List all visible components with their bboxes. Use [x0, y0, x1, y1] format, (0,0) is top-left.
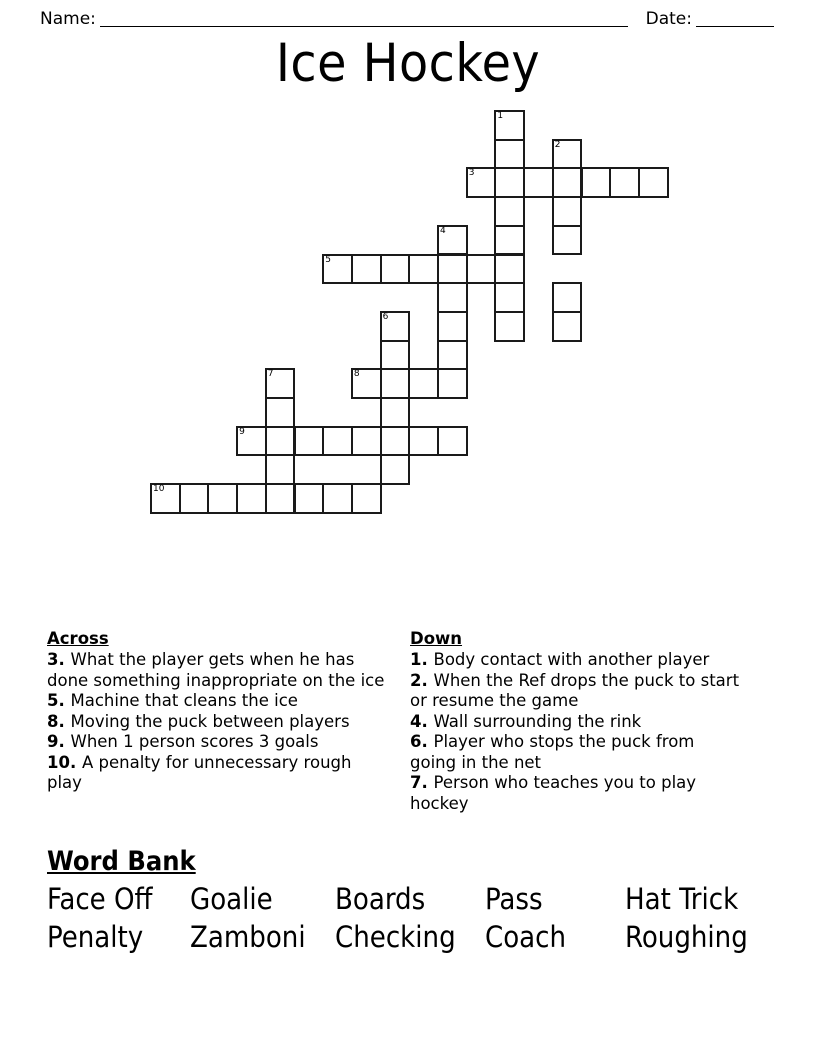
down-clue-text: Wall surrounding the rink	[433, 711, 642, 731]
crossword-cell-number: 9	[239, 426, 245, 437]
crossword-cell[interactable]	[351, 368, 382, 399]
word-bank-word: Coach	[485, 920, 567, 954]
down-clue-item	[410, 732, 740, 773]
crossword-cell[interactable]	[380, 454, 411, 485]
across-clue-number: 10.	[47, 752, 82, 772]
crossword-cell[interactable]	[437, 225, 468, 256]
crossword-cell[interactable]	[265, 368, 296, 399]
name-label: Name:	[40, 9, 96, 29]
across-clue-item	[47, 650, 387, 691]
crossword-cell[interactable]	[609, 167, 640, 198]
crossword-cell[interactable]	[294, 426, 325, 457]
page-title: Ice Hockey	[275, 33, 541, 94]
crossword-cell[interactable]	[523, 167, 554, 198]
crossword-cell[interactable]	[494, 167, 525, 198]
crossword-cell[interactable]	[380, 311, 411, 342]
across-clue-text: When 1 person scores 3 goals	[70, 732, 319, 751]
crossword-cell[interactable]	[265, 397, 296, 428]
down-clues-column	[410, 628, 740, 814]
crossword-cell[interactable]	[351, 426, 382, 457]
across-clue-item	[47, 753, 387, 794]
crossword-cell[interactable]	[380, 368, 411, 399]
date-input-line[interactable]	[696, 12, 774, 27]
crossword-cell[interactable]	[380, 397, 411, 428]
crossword-cell[interactable]	[236, 426, 267, 457]
across-clue-text: Machine that cleans the ice	[70, 691, 298, 710]
down-clue-item	[410, 671, 740, 712]
down-clue-item	[410, 773, 740, 814]
crossword-cell[interactable]	[437, 254, 468, 285]
clues-section	[0, 628, 816, 833]
word-bank-word: Boards	[335, 882, 426, 916]
crossword-cell[interactable]	[494, 110, 525, 141]
word-bank-word: Goalie	[190, 882, 273, 916]
crossword-cell-number: 8	[353, 369, 360, 380]
across-clue-item	[47, 712, 387, 733]
crossword-cell-number: 10	[153, 484, 165, 495]
down-clue-item	[410, 712, 740, 733]
word-bank-word: Penalty	[47, 920, 144, 954]
crossword-cell[interactable]	[466, 167, 497, 198]
down-clue-text: Person who teaches you to play hockey	[410, 773, 697, 813]
down-clue-list	[410, 650, 740, 814]
down-clue-number: 1.	[410, 650, 434, 669]
crossword-cell[interactable]	[552, 225, 583, 256]
crossword-grid[interactable]	[150, 110, 670, 515]
name-input-line[interactable]	[100, 12, 628, 27]
crossword-cell[interactable]	[207, 483, 238, 514]
across-clue-number: 8.	[47, 711, 71, 731]
crossword-cell[interactable]	[322, 483, 353, 514]
down-clue-item	[410, 650, 740, 671]
crossword-cell[interactable]	[265, 483, 296, 514]
crossword-cell[interactable]	[294, 483, 325, 514]
down-clue-number: 2.	[410, 670, 434, 690]
crossword-cell[interactable]	[437, 282, 468, 313]
crossword-cell-number: 6	[382, 311, 389, 322]
crossword-cell[interactable]	[380, 254, 411, 285]
crossword-cell[interactable]	[552, 139, 583, 170]
crossword-cell[interactable]	[552, 167, 583, 198]
crossword-cell[interactable]	[351, 483, 382, 514]
across-clue-number: 9.	[47, 732, 71, 751]
crossword-cell[interactable]	[265, 454, 296, 485]
across-clue-number: 3.	[47, 650, 71, 669]
crossword-cell[interactable]	[494, 139, 525, 170]
crossword-cell[interactable]	[380, 426, 411, 457]
word-bank-word: Zamboni	[190, 920, 306, 954]
word-bank-word: Pass	[485, 882, 543, 916]
crossword-cell-number: 4	[440, 225, 446, 236]
crossword-cell-number: 5	[325, 254, 331, 265]
crossword-cell[interactable]	[179, 483, 210, 514]
crossword-cell[interactable]	[494, 311, 525, 342]
down-heading: Down	[410, 629, 463, 648]
across-clue-text: Moving the puck between players	[70, 711, 350, 731]
crossword-cell[interactable]	[494, 196, 525, 227]
across-clue-number: 5.	[47, 691, 71, 710]
date-label: Date:	[645, 9, 692, 29]
crossword-cell[interactable]	[552, 282, 583, 313]
across-heading: Across	[47, 629, 109, 648]
crossword-cell-number: 7	[267, 369, 274, 380]
word-bank-word: Face Off	[47, 882, 153, 916]
crossword-cell[interactable]	[322, 254, 353, 285]
across-clues-column	[47, 628, 387, 794]
word-bank-word: Roughing	[625, 920, 748, 954]
crossword-cell-number: 2	[554, 139, 561, 150]
crossword-cell[interactable]	[236, 483, 267, 514]
crossword-cell[interactable]	[494, 225, 525, 256]
crossword-cell[interactable]	[322, 426, 353, 457]
word-bank-word: Hat Trick	[625, 882, 739, 916]
crossword-cell[interactable]	[437, 340, 468, 371]
crossword-cell[interactable]	[437, 426, 468, 457]
down-clue-text: When the Ref drops the puck to start or resume the game	[410, 670, 740, 710]
across-clue-list	[47, 650, 387, 794]
crossword-cell[interactable]	[408, 254, 439, 285]
crossword-cell[interactable]	[494, 254, 525, 285]
crossword-cell-number: 3	[468, 168, 475, 179]
across-clue-item	[47, 691, 387, 712]
down-clue-number: 4.	[410, 711, 434, 731]
crossword-cell[interactable]	[351, 254, 382, 285]
crossword-cell[interactable]	[552, 196, 583, 227]
crossword-cell[interactable]	[466, 254, 497, 285]
crossword-cell-number: 1	[497, 111, 504, 121]
name-date-header	[0, 0, 816, 28]
crossword-cell[interactable]	[552, 311, 583, 342]
word-bank-grid	[47, 880, 777, 956]
crossword-cell[interactable]	[581, 167, 612, 198]
crossword-cell[interactable]	[150, 483, 181, 514]
down-clue-text: Player who stops the puck from going in the net	[410, 732, 695, 772]
down-clue-number: 7.	[410, 773, 434, 792]
crossword-cell[interactable]	[380, 340, 411, 371]
down-clue-number: 6.	[410, 732, 434, 751]
crossword-cell[interactable]	[408, 426, 439, 457]
word-bank-heading: Word Bank	[47, 846, 196, 877]
across-clue-text: What the player gets when he has done something inappropriate on the ice	[47, 650, 385, 690]
across-clue-item	[47, 732, 387, 753]
crossword-cell[interactable]	[638, 167, 669, 198]
crossword-cell[interactable]	[437, 311, 468, 342]
word-bank-section	[47, 845, 777, 956]
crossword-cell[interactable]	[408, 368, 439, 399]
down-clue-text: Body contact with another player	[433, 650, 710, 669]
crossword-cell[interactable]	[437, 368, 468, 399]
crossword-cell[interactable]	[494, 282, 525, 313]
crossword-cell[interactable]	[265, 426, 296, 457]
across-clue-text: A penalty for unnecessary rough play	[47, 752, 352, 792]
word-bank-word: Checking	[335, 920, 456, 954]
